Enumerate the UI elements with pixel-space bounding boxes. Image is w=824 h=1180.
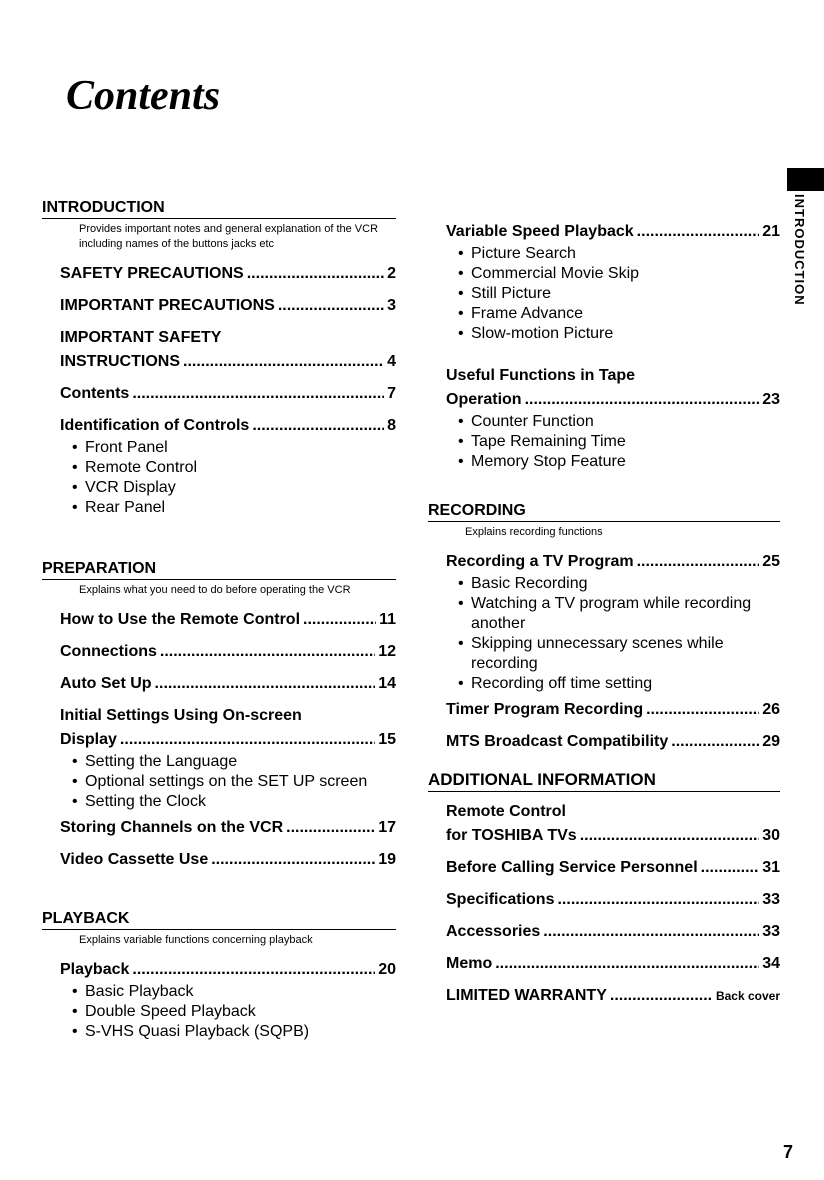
toc-entry[interactable] (446, 922, 780, 942)
toc-entry[interactable] (60, 328, 396, 372)
toc-entry[interactable] (446, 954, 780, 974)
entry-page: 8 (387, 417, 396, 434)
entry-title: Operation (446, 391, 522, 408)
sub-list (72, 982, 396, 1042)
entry-title: Display (60, 731, 117, 748)
entry-title-top: IMPORTANT SAFETY (60, 329, 222, 346)
toc-entry[interactable] (60, 610, 396, 630)
section-tab-label: INTRODUCTION (792, 194, 807, 306)
section-tab-marker (787, 168, 824, 191)
entry-title: Contents (60, 385, 130, 402)
sub-item: • Counter Function (458, 412, 780, 432)
page-title: Contents (66, 73, 221, 119)
sub-item: • Picture Search (458, 244, 780, 264)
toc-entry[interactable] (446, 366, 780, 410)
section-description: Explains variable functions concerning playback (79, 934, 313, 946)
right-column (428, 222, 780, 1006)
entry-title: Storing Channels on the VCR (60, 819, 284, 836)
toc-entry[interactable] (446, 222, 780, 242)
sub-item: • Basic Recording (458, 574, 780, 594)
section-introduction (42, 199, 396, 518)
entry-title: Recording a TV Program (446, 553, 634, 570)
sub-item: • Setting the Clock (72, 792, 396, 812)
entry-title: How to Use the Remote Control (60, 611, 301, 628)
toc-entry[interactable] (446, 732, 780, 752)
sub-list (458, 574, 780, 694)
entry-title: for TOSHIBA TVs (446, 827, 577, 844)
entry-page: 12 (378, 643, 396, 660)
toc-entry[interactable] (446, 890, 780, 910)
toc-entry[interactable] (60, 706, 396, 750)
entry-page: 3 (387, 297, 396, 314)
entry-title: Auto Set Up (60, 675, 152, 692)
entry-title: INSTRUCTIONS (60, 353, 180, 370)
entry-title: Accessories (446, 923, 541, 940)
entry-page: 21 (762, 223, 780, 240)
toc-entry[interactable] (60, 264, 396, 284)
left-column (42, 199, 396, 1042)
entry-title: Before Calling Service Personnel (446, 859, 698, 876)
sub-item: • Tape Remaining Time (458, 432, 780, 452)
section-description: Provides important notes and general explanation of the VCR including names of the buttons jacks etc (79, 223, 379, 250)
entry-title: MTS Broadcast Compatibility (446, 733, 669, 750)
toc-entry[interactable] (446, 802, 780, 846)
section-description: Explains what you need to do before operating the VCR (79, 584, 351, 596)
sub-list (72, 752, 396, 812)
sub-item: • Setting the Language (72, 752, 396, 772)
entry-page: 26 (762, 701, 780, 718)
section-playback (42, 910, 396, 1042)
entry-page: 29 (762, 733, 780, 750)
sub-item: • Optional settings on the SET UP screen (72, 772, 396, 792)
entry-page: 34 (762, 955, 780, 972)
toc-entry[interactable] (446, 858, 780, 878)
entry-title-top: Remote Control (446, 803, 566, 820)
entry-page: 2 (387, 265, 396, 282)
page-number: 7 (783, 1142, 794, 1162)
section-heading: PREPARATION (42, 560, 396, 580)
sub-item: • Memory Stop Feature (458, 452, 780, 472)
section-preparation (42, 560, 396, 870)
entry-title-top: Useful Functions in Tape (446, 367, 636, 384)
sub-item: • Remote Control (72, 458, 396, 478)
entry-page: 20 (378, 961, 396, 978)
section-heading: RECORDING (428, 502, 780, 522)
entry-title: SAFETY PRECAUTIONS (60, 265, 244, 282)
entry-page: 23 (762, 391, 780, 408)
sub-item: • Commercial Movie Skip (458, 264, 780, 284)
toc-entry[interactable] (446, 552, 780, 572)
sub-item: • VCR Display (72, 478, 396, 498)
toc-entry[interactable] (446, 986, 780, 1006)
section-heading: INTRODUCTION (42, 199, 396, 219)
toc-entry[interactable] (60, 642, 396, 662)
section-heading: ADDITIONAL INFORMATION (428, 770, 780, 792)
toc-entry[interactable] (60, 674, 396, 694)
sub-item: • Front Panel (72, 438, 396, 458)
section-heading: PLAYBACK (42, 910, 396, 930)
sub-list (458, 244, 780, 344)
toc-entry[interactable] (60, 416, 396, 436)
entry-page: 19 (378, 851, 396, 868)
sub-item: • Skipping unnecessary scenes while recording (458, 634, 780, 674)
sub-item: • Rear Panel (72, 498, 396, 518)
sub-item: • Slow-motion Picture (458, 324, 780, 344)
sub-item: • Basic Playback (72, 982, 396, 1002)
sub-item: • Still Picture (458, 284, 780, 304)
entry-page: 17 (378, 819, 396, 836)
entry-title: IMPORTANT PRECAUTIONS (60, 297, 275, 314)
toc-entry[interactable] (446, 700, 780, 720)
entry-title: Variable Speed Playback (446, 223, 634, 240)
entry-page: 15 (378, 731, 396, 748)
sub-list (458, 412, 780, 472)
sub-item: • Double Speed Playback (72, 1002, 396, 1022)
entry-page: 7 (387, 385, 396, 402)
section-additional-information (428, 770, 780, 1006)
toc-entry[interactable] (60, 818, 396, 838)
entry-title: Video Cassette Use (60, 851, 209, 868)
sub-list (72, 438, 396, 518)
toc-entry[interactable] (60, 960, 396, 980)
entry-title-top: Initial Settings Using On-screen (60, 707, 302, 724)
sub-item: • Watching a TV program while recording another (458, 594, 780, 634)
entry-page: 4 (387, 353, 396, 370)
entry-page: 31 (762, 859, 780, 876)
entry-page: Back cover (715, 989, 780, 1003)
entry-page: 11 (379, 611, 396, 628)
entry-page: 25 (762, 553, 780, 570)
sub-item: • S-VHS Quasi Playback (SQPB) (72, 1022, 396, 1042)
entry-page: 33 (762, 923, 780, 940)
section-description: Explains recording functions (465, 526, 603, 538)
entry-title: Specifications (446, 891, 555, 908)
entry-title: Connections (60, 643, 157, 660)
entry-title: Playback (60, 961, 130, 978)
entry-title: Memo (446, 955, 493, 972)
entry-page: 14 (378, 675, 396, 692)
entry-title: Identification of Controls (60, 417, 250, 434)
entry-page: 33 (762, 891, 780, 908)
sub-item: • Recording off time setting (458, 674, 780, 694)
entry-page: 30 (762, 827, 780, 844)
section-recording (428, 502, 780, 752)
toc-entry[interactable] (60, 296, 396, 316)
toc-entry[interactable] (60, 384, 396, 404)
entry-title: LIMITED WARRANTY (446, 987, 607, 1004)
entry-title: Timer Program Recording (446, 701, 644, 718)
toc-entry[interactable] (60, 850, 396, 870)
sub-item: • Frame Advance (458, 304, 780, 324)
